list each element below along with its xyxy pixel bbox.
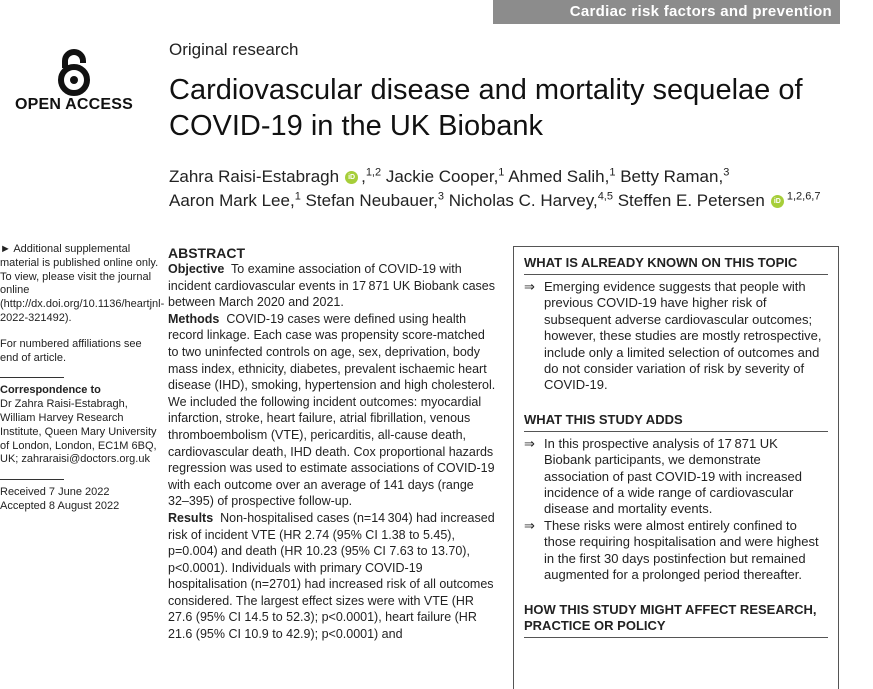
author-name: Betty Raman, <box>620 167 724 186</box>
list-item-text: Emerging evidence suggests that people with previous COVID-19 have higher risk of subsequent adverse cardiovascular outcomes; however, these studies are mostly retrospective, include only a limited selection of outcomes and do not consider variation of risk by severity of COVID-19. <box>544 279 822 393</box>
adds-list <box>524 436 828 584</box>
author-name: Aaron Mark Lee, <box>169 191 295 210</box>
correspondence-details: Dr Zahra Raisi-Estabragh, William Harvey Research Institute, Queen Mary University of London, London, EC1M 6BQ, UK; zahraraisi@doctors.org.uk <box>0 398 157 466</box>
list-item-text: These risks were almost entirely confined to those requiring hospitalisation and were highest in the first 30 days postinfection but remained augmented for a prolonged period thereafter. <box>544 517 819 583</box>
arrow-icon: ⇒ <box>524 279 535 294</box>
article-title: Cardiovascular disease and mortality sequelae of COVID-19 in the UK Biobank <box>169 74 803 142</box>
accepted-date: Accepted 8 August 2022 <box>0 499 120 512</box>
results-text: Non-hospitalised cases (n=14 304) had increased risk of incident VTE (HR 2.74 (95% CI 1.38 to 5.45), p=0.004) and death (HR 10.23 (95% CI 7.63 to 13.70), p<0.0001). Individuals with primary COVID-19 hospitalisation (n=2701) had increased risk of all outcomes considered. The largest effect sizes were with VTE (HR 27.6 (95% CI 14.5 to 52.3); p<0.0001), heart failure (HR 21.6 (95% CI 10.9 to 42.9); p<0.0001) and <box>168 510 495 642</box>
abstract-results <box>168 510 498 643</box>
author-affiliation: 1 <box>498 166 505 179</box>
author-affiliation: 1,2,6,7 <box>786 190 821 203</box>
author-name: Stefan Neubauer, <box>305 191 438 210</box>
open-access-badge <box>14 48 134 114</box>
affiliations-note: For numbered affiliations see end of article. <box>0 337 142 364</box>
author-affiliation: 3 <box>437 190 444 203</box>
results-label: Results <box>168 510 214 525</box>
author-affiliation: 1 <box>609 166 616 179</box>
open-access-label: OPEN ACCESS <box>14 96 134 113</box>
abstract-objective <box>168 261 498 311</box>
list-item-text: In this prospective analysis of 17 871 UK Biobank participants, we demonstrate association of past COVID-19 with increased incidence of a wide range of cardiovascular disease and mortality events. <box>544 435 802 517</box>
author-affiliation: 3 <box>723 166 730 179</box>
section-header-bar <box>493 0 840 24</box>
key-messages-box <box>513 246 839 689</box>
adds-heading: WHAT THIS STUDY ADDS <box>524 412 828 432</box>
abstract <box>168 245 498 643</box>
objective-text: To examine association of COVID-19 with incident cardiovascular events in 17 871 UK Biobank cases between March 2020 and 2021. <box>168 262 495 310</box>
orcid-icon[interactable]: iD <box>771 195 784 208</box>
arrow-icon: ⇒ <box>524 517 535 533</box>
abstract-heading: ABSTRACT <box>168 245 245 261</box>
section-title: Cardiac risk factors and prevention <box>569 3 832 20</box>
list-item <box>524 279 828 394</box>
author-name: Zahra Raisi-Estabragh <box>169 167 340 186</box>
orcid-icon[interactable]: iD <box>345 171 358 184</box>
author-name: Jackie Cooper, <box>385 167 499 186</box>
objective-label: Objective <box>168 262 225 276</box>
methods-text: COVID-19 cases were defined using health record linkage. Each case was propensity score-matched to two uninfected controls on age, sex, deprivation, body mass index, ethnicity, diabetes, prevalent ischaemic heart disease (IHD), smoking, hypertension and high cholesterol. We included the following incident outcomes: myocardial infarction, stroke, heart failure, atrial fibrillation, venous thromboembolism (VTE), pericarditis, all-cause death, cardiovascular death, IHD death. Cox proportional hazards regression was used to estimate associations of COVID-19 with each outcome over an average of 141 days (range 32–395) of prospective follow-up. <box>168 311 496 509</box>
author-name: Nicholas C. Harvey, <box>448 191 598 210</box>
author-affiliation: 1 <box>294 190 301 203</box>
author-affiliation: 1,2 <box>365 166 382 179</box>
correspondence-heading: Correspondence to <box>0 384 101 397</box>
article-sidebar <box>0 243 165 526</box>
divider <box>0 377 64 378</box>
list-item <box>524 518 828 584</box>
supplemental-note: ► Additional supplemental material is published online only. To view, please visit the journal online (http://dx.doi.org/10.1136/heartjnl-2022-321492). <box>0 243 165 324</box>
divider <box>0 479 64 480</box>
known-list <box>524 279 828 394</box>
author-name: Steffen E. Petersen <box>617 191 765 210</box>
known-heading: WHAT IS ALREADY KNOWN ON THIS TOPIC <box>524 255 828 275</box>
article-type: Original research <box>169 40 299 59</box>
received-date: Received 7 June 2022 <box>0 486 110 499</box>
abstract-methods <box>168 311 498 510</box>
author-affiliation: 4,5 <box>597 190 613 203</box>
arrow-icon: ⇒ <box>524 435 535 451</box>
methods-label: Methods <box>168 311 220 326</box>
author-list: Zahra Raisi-Estabragh iD ,$^{1,2}$ Jackie Cooper,$^1$ Ahmed Salih,$^1$ Betty Raman,$^3$ Aaron Mark Lee,$^1$ Stefan Neubauer,$^3$ Nicholas C. Harvey,$^{4,5}$ Steffen E. Petersen iD $^{1,2,6,7}$ <box>169 166 821 210</box>
affect-heading: HOW THIS STUDY MIGHT AFFECT RESEARCH, PRACTICE OR POLICY <box>524 602 828 638</box>
open-access-lock-icon <box>52 48 96 96</box>
list-item <box>524 436 828 518</box>
author-name: Ahmed Salih, <box>508 167 610 186</box>
